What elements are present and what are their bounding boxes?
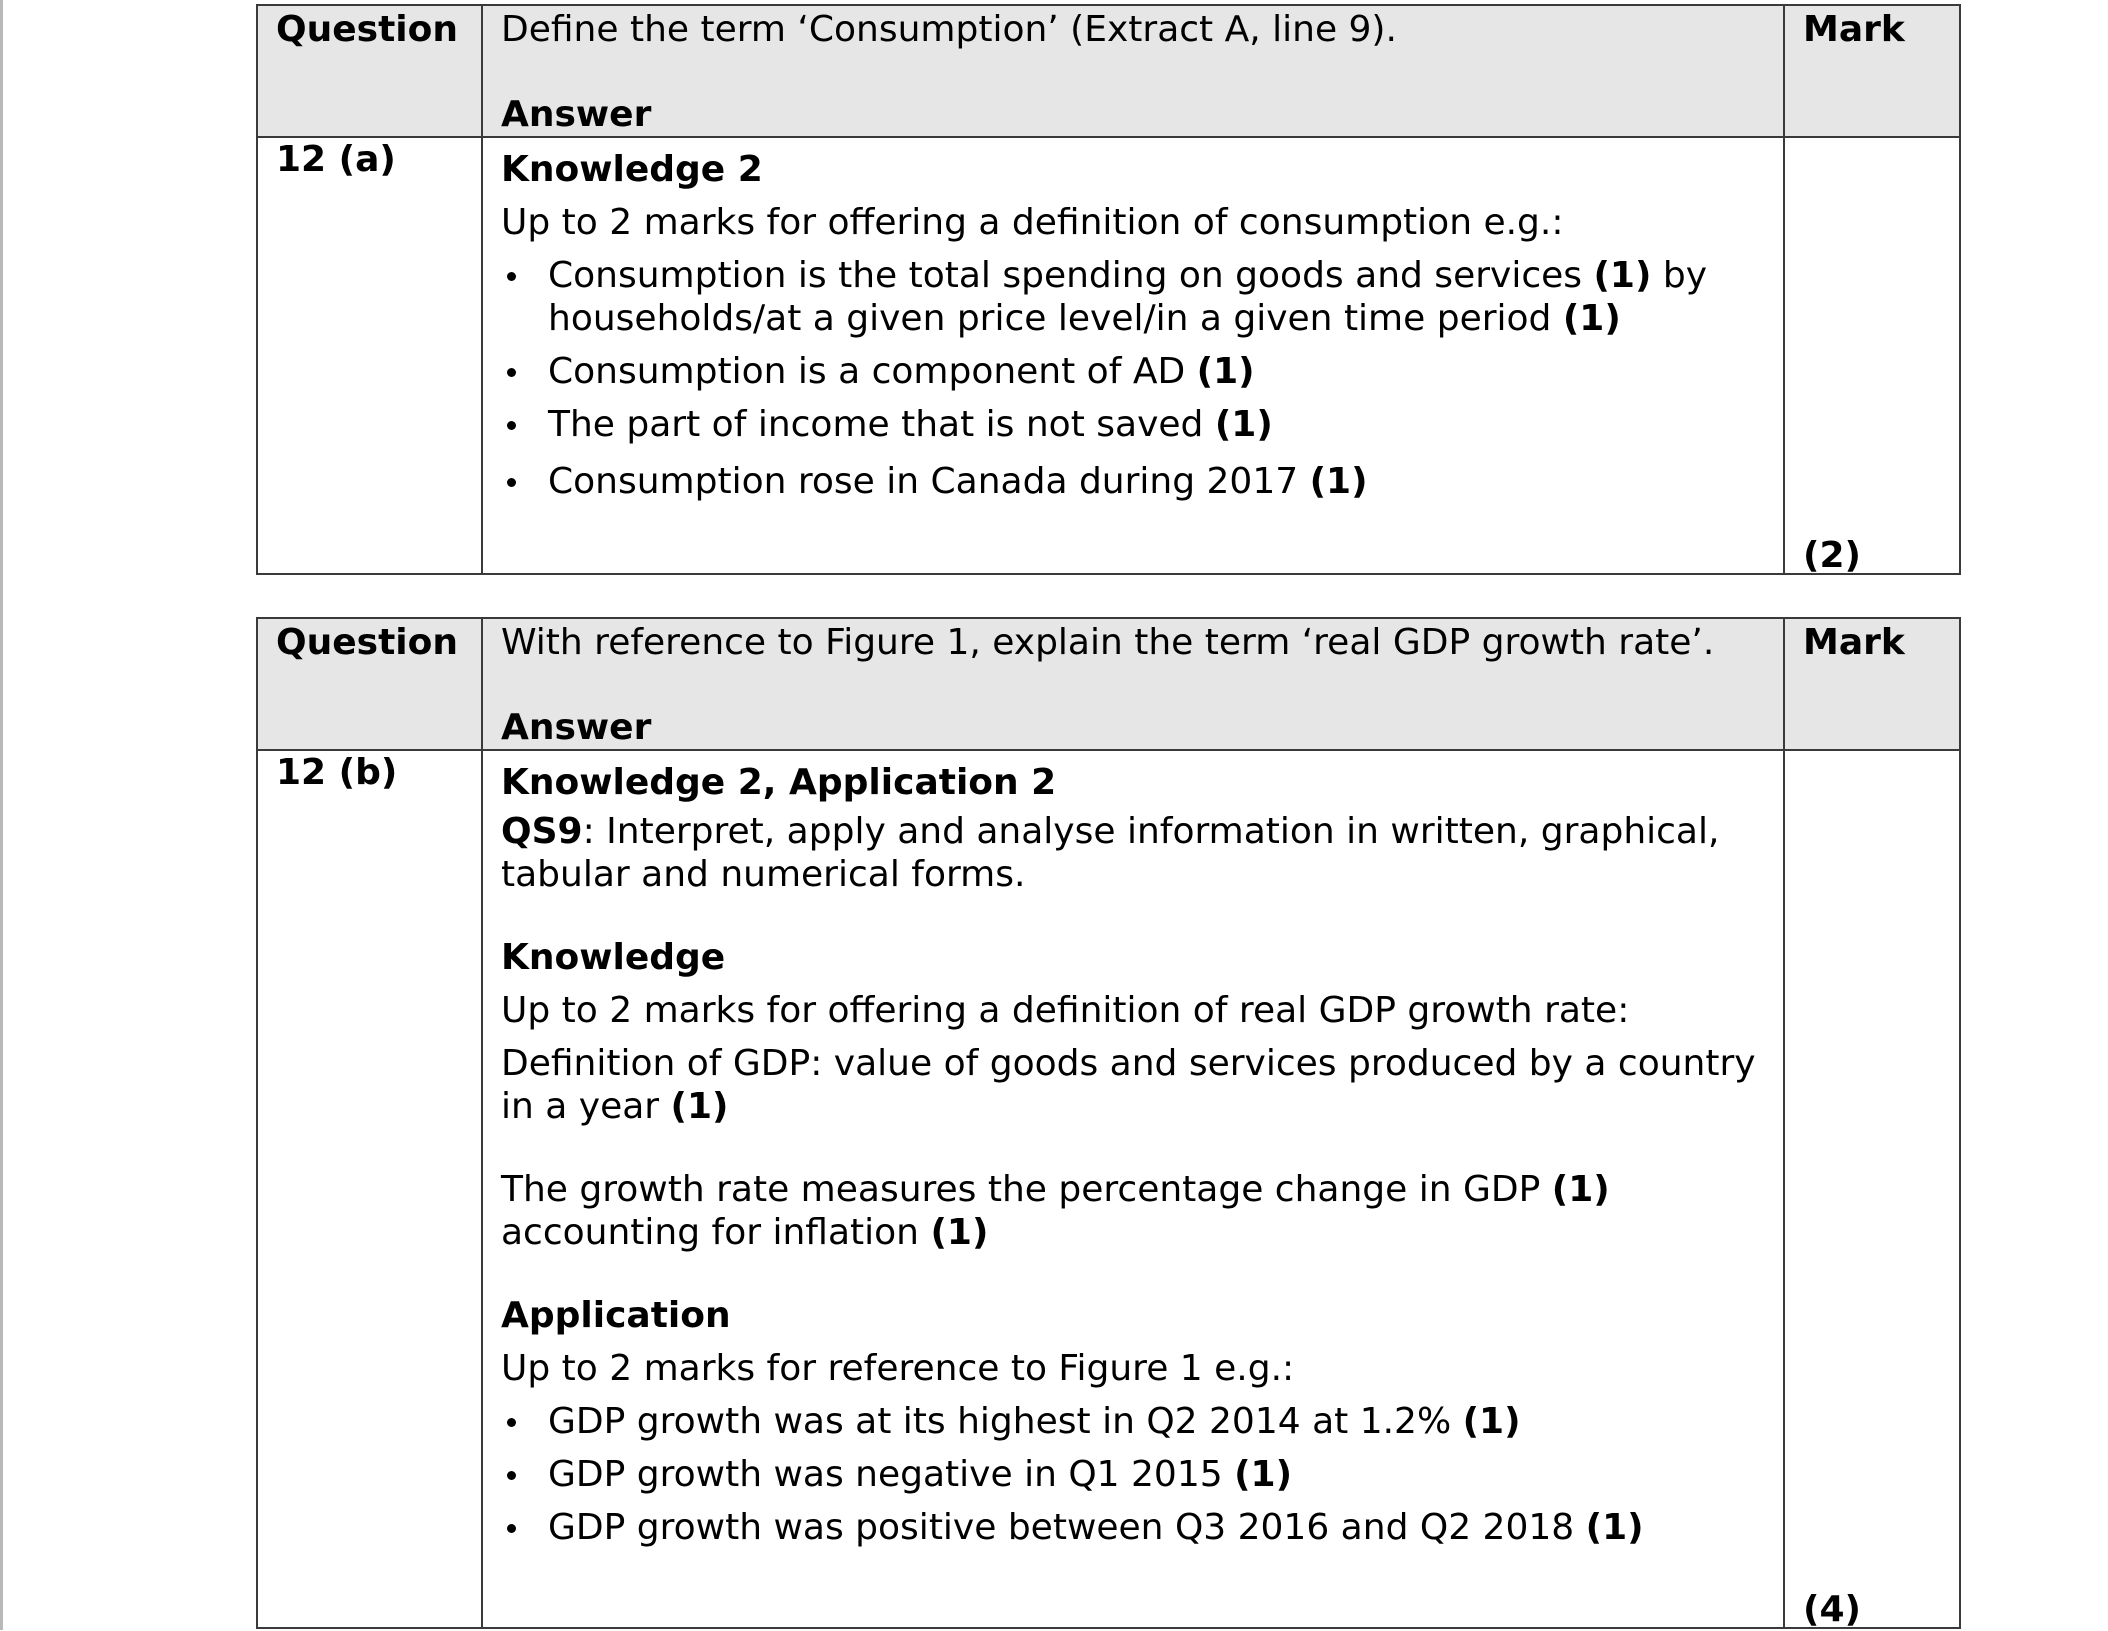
consumption-bullets (501, 254, 1759, 503)
question-number: 12 (a) (257, 137, 482, 574)
list-item: GDP growth was positive between Q3 2016 and Q2 2018 (1) (501, 1506, 1759, 1549)
page-left-edge (0, 0, 3, 1630)
mark-cell (1784, 750, 1960, 1628)
application-heading: Application (501, 1295, 731, 1336)
knowledge-heading: Knowledge 2 (501, 149, 763, 190)
knowledge-heading: Knowledge (501, 937, 726, 978)
table-header-row (257, 5, 1960, 137)
question-header: Question (257, 5, 482, 137)
total-mark: (2) (1803, 535, 1861, 576)
list-item: GDP growth was negative in Q1 2015 (1) (501, 1453, 1759, 1496)
knowledge-intro: Up to 2 marks for offering a definition of real GDP growth rate: (501, 990, 1630, 1031)
answer-label: Answer (501, 707, 652, 748)
answer-row (257, 750, 1960, 1628)
table-header-row (257, 618, 1960, 750)
mark-header: Mark (1784, 618, 1960, 750)
list-item: Consumption rose in Canada during 2017 (1) (501, 460, 1759, 503)
knowledge-intro: Up to 2 marks for offering a definition of consumption e.g.: (501, 202, 1564, 243)
answer-label: Answer (501, 94, 652, 135)
mark-scheme-table-12a (256, 4, 1961, 575)
question-header: Question (257, 618, 482, 750)
question-text: With reference to Figure 1, explain the term ‘real GDP growth rate’. (501, 622, 1715, 663)
question-text-cell (482, 618, 1784, 750)
qs9-statement: QS9: Interpret, apply and analyse information in written, graphical, tabular and numerical forms. (501, 811, 1720, 895)
mark-scheme-table-12b (256, 617, 1961, 1629)
answer-content (482, 750, 1784, 1628)
mark-cell (1784, 137, 1960, 574)
list-item: Consumption is the total spending on goods and services (1) by households/at a given price level/in a given time period (1) (501, 254, 1759, 340)
application-intro: Up to 2 marks for reference to Figure 1 e.g.: (501, 1348, 1295, 1389)
growth-rate-definition: The growth rate measures the percentage change in GDP (1) accounting for inflation (1) (501, 1169, 1610, 1253)
mark-header: Mark (1784, 5, 1960, 137)
gdp-definition: Definition of GDP: value of goods and services produced by a country in a year (1) (501, 1043, 1756, 1127)
list-item: GDP growth was at its highest in Q2 2014 at 1.2% (1) (501, 1400, 1759, 1443)
question-number: 12 (b) (257, 750, 482, 1628)
list-item: The part of income that is not saved (1) (501, 403, 1759, 446)
question-text: Define the term ‘Consumption’ (Extract A, line 9). (501, 9, 1397, 50)
application-bullets (501, 1400, 1759, 1549)
total-mark: (4) (1803, 1589, 1861, 1630)
marks-heading: Knowledge 2, Application 2 (501, 762, 1057, 803)
list-item: Consumption is a component of AD (1) (501, 350, 1759, 393)
question-text-cell (482, 5, 1784, 137)
answer-row (257, 137, 1960, 574)
answer-content (482, 137, 1784, 574)
